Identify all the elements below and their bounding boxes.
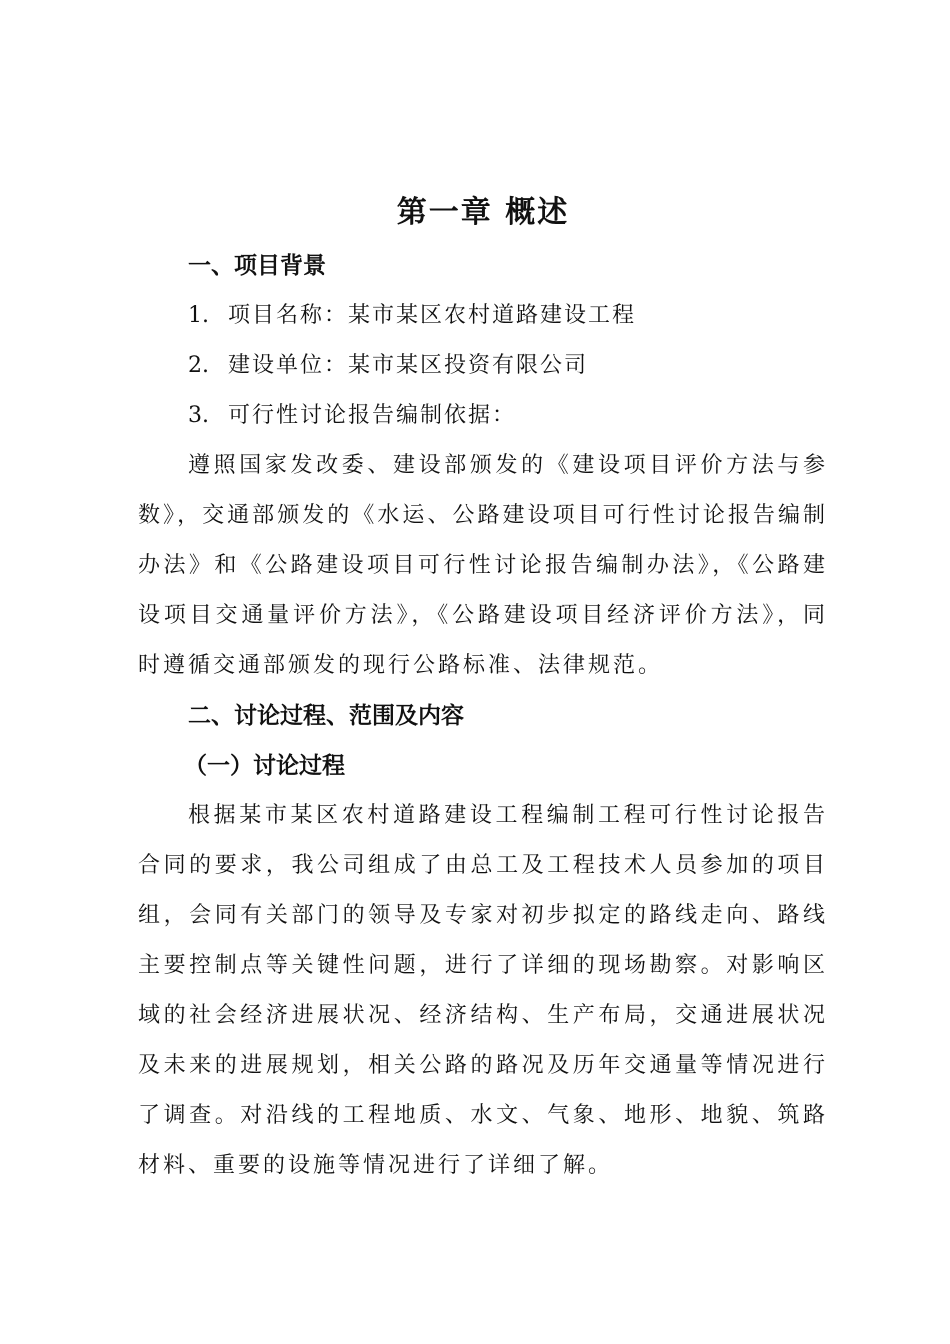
list-item-text: 可行性讨论报告编制依据： xyxy=(228,403,517,428)
section-heading-process-scope: 二、讨论过程、范围及内容 xyxy=(188,703,464,729)
document-body xyxy=(138,185,828,1191)
list-item-report-basis xyxy=(138,391,828,441)
list-item-text: 建设单位：某市某区投资有限公司 xyxy=(228,353,589,378)
list-item-number: 2. xyxy=(188,353,209,378)
process-paragraph: 根据某市某区农村道路建设工程编制工程可行性讨论报告合同的要求，我公司组成了由总工及工程技术人员参加的项目组，会同有关部门的领导及专家对初步拟定的路线走向、路线主要控制点等关键性问题，进行了详细的现场勘察。对影响区域的社会经济进展状况、经济结构、生产布局，交通进展状况及未来的进展规划，相关公路的路况及历年交通量等情况进行了调查。对沿线的工程地质、水文、气象、地形、地貌、筑路材料、重要的设施等情况进行了详细了解。 xyxy=(138,803,828,1178)
list-item-construction-unit xyxy=(138,341,828,391)
list-item-number: 3. xyxy=(188,403,209,428)
list-item-project-name xyxy=(138,291,828,341)
list-item-number: 1. xyxy=(188,303,209,328)
subsection-heading-process: （一）讨论过程 xyxy=(184,753,345,779)
basis-paragraph: 遵照国家发改委、建设部颁发的《建设项目评价方法与参数》，交通部颁发的《水运、公路建设项目可行性讨论报告编制办法》和《公路建设项目可行性讨论报告编制办法》，《公路建设项目交通量评价方法》，《公路建设项目经济评价方法》，同时遵循交通部颁发的现行公路标准、法律规范。 xyxy=(138,453,828,678)
chapter-title: 第一章 概述 xyxy=(396,195,570,230)
section-heading-project-background: 一、项目背景 xyxy=(188,253,326,279)
list-item-text: 项目名称：某市某区农村道路建设工程 xyxy=(228,303,637,328)
